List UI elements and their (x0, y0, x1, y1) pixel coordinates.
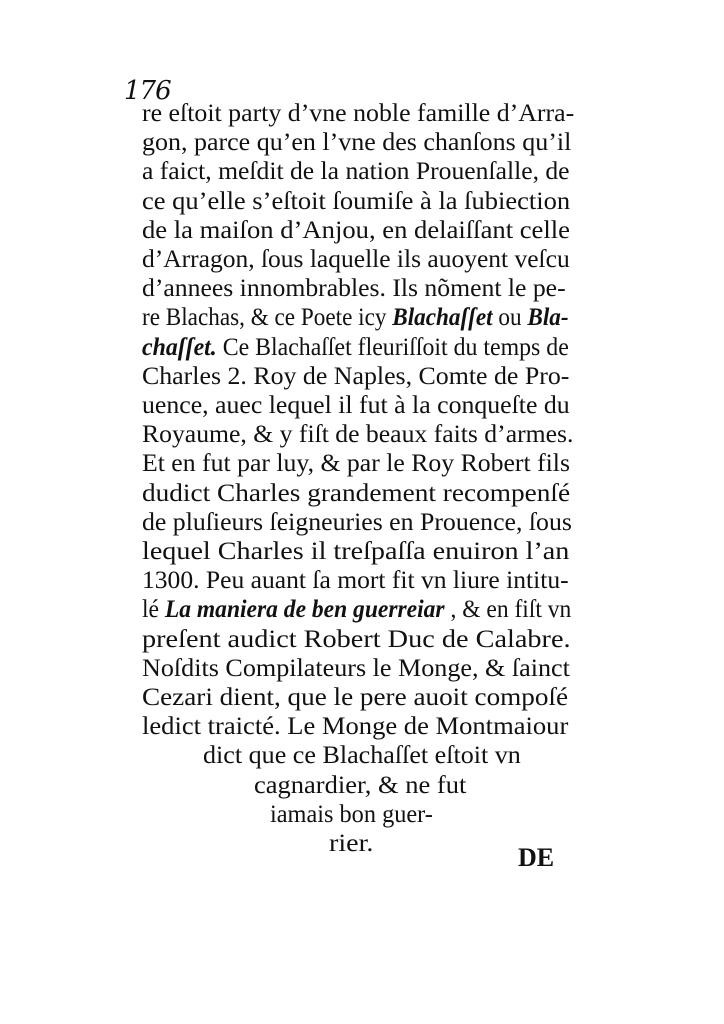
text-line: de pluſieurs ſeigneuries en Prouence, ſous (142, 506, 572, 536)
catchword: DE (518, 843, 555, 872)
text-line: gon, parce qu’en l’vne des chanſons qu’il (142, 127, 572, 157)
text-line: Noſdits Compilateurs le Monge, & ſainct (142, 652, 570, 682)
text-segment: , & en fiſt vn (444, 594, 572, 624)
text-line: Cezari dient, que le pere auoit compoſé (142, 682, 569, 711)
text-segment: ou (492, 302, 528, 332)
italic-name: Bla- (527, 302, 569, 332)
text-line: rier. (329, 828, 374, 857)
text-line: re eſtoit party d’vne noble famille d’Arra- (142, 98, 575, 127)
text-line: cagnardier, & ne fut (254, 769, 467, 799)
text-line: ledict traicté. Le Monge de Montmaiour (142, 711, 569, 741)
page-number: 176 (124, 76, 171, 106)
text-line: lequel Charles il treſpaſſa enuiron l’an (142, 536, 570, 565)
text-line: d’Arragon, ſous laquelle ils auoyent veſcu (142, 244, 570, 273)
text-line: Charles 2. Roy de Naples, Comte de Pro- (142, 360, 570, 390)
text-line: a faict, meſdit de la nation Prouenſalle, de (142, 156, 570, 186)
text-line: preſent audict Robert Duc de Calabre. (142, 623, 571, 653)
text-line: Royaume, & y fiſt de beaux faits d’armes. (142, 419, 574, 449)
text-line (142, 332, 569, 362)
text-line: dict que ce Blachaſſet eſtoit vn (203, 740, 521, 770)
text-segment: re Blachas, & ce Poete icy (142, 302, 393, 332)
text-line: ce qu’elle s’eſtoit ſoumiſe à la ſubiection (142, 185, 571, 215)
text-line: dudict Charles grandement recompenſé (142, 477, 571, 507)
text-line: d’annees innombrables. Ils nõment le pe- (142, 273, 566, 303)
italic-title: La maniera de ben guerreiar (164, 594, 445, 624)
text-line: Et en fut par luy, & par le Roy Robert fils (142, 448, 570, 478)
text-line: de la maiſon d’Anjou, en delaiſſant celle (142, 214, 570, 244)
text-line (142, 594, 571, 624)
text-line: iamais bon guer- (270, 798, 433, 828)
text-segment: Ce Blachaſſet fleuriſſoit du temps de (216, 331, 569, 361)
text-line (142, 302, 569, 332)
italic-name: Blachaſſet (392, 302, 493, 332)
italic-name: chaſſet. (142, 331, 217, 361)
text-line: 1300. Peu auant ſa mort fit vn liure intitu- (142, 565, 569, 595)
text-segment: lé (142, 594, 165, 624)
text-line: uence, auec lequel il fut à la conqueſte du (142, 390, 570, 419)
